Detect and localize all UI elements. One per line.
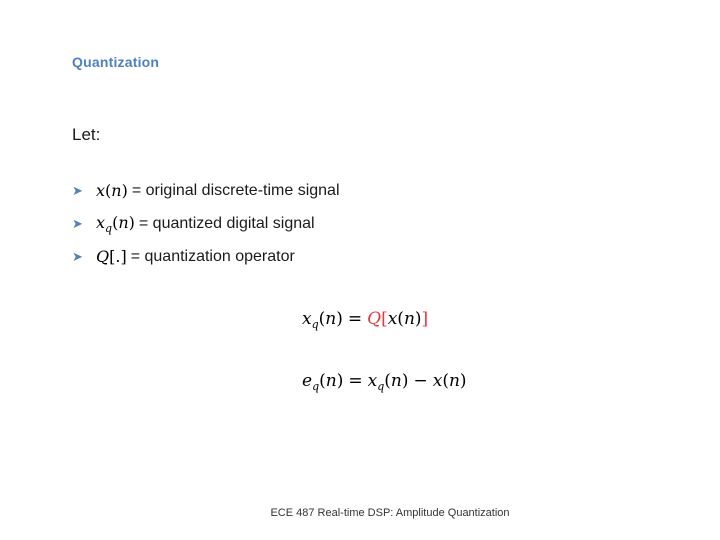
intro-text: Let: [72, 125, 101, 144]
math-x-n: x(n) [96, 181, 128, 200]
slide-title: Quantization [72, 54, 160, 70]
arrowhead-bullet-icon: ➤ [72, 248, 83, 264]
bullet-item-quantization-operator [72, 240, 340, 273]
equation-quantization-error: $e_q(n) = x_q(n) - x(n)$ [302, 371, 467, 393]
bullet-item-original-signal [72, 174, 340, 207]
bullet-item-quantized-signal [72, 207, 340, 240]
equation-quantized-signal: $x_q(n) = Q[x(n)]$ [302, 309, 429, 331]
arrowhead-bullet-icon: ➤ [72, 215, 83, 231]
bullet-description: = quantized digital signal [138, 214, 315, 232]
bullet-description: = quantization operator [130, 247, 295, 265]
arrowhead-bullet-icon: ➤ [72, 182, 83, 198]
math-xq-n: $x_q(n)$ [96, 212, 135, 235]
math-q-operator: Q[.] [96, 247, 127, 266]
slide-footer: ECE 487 Real-time DSP: Amplitude Quantization [270, 507, 510, 519]
bullet-description: = original discrete-time signal [131, 181, 340, 199]
bullet-list [72, 174, 340, 273]
